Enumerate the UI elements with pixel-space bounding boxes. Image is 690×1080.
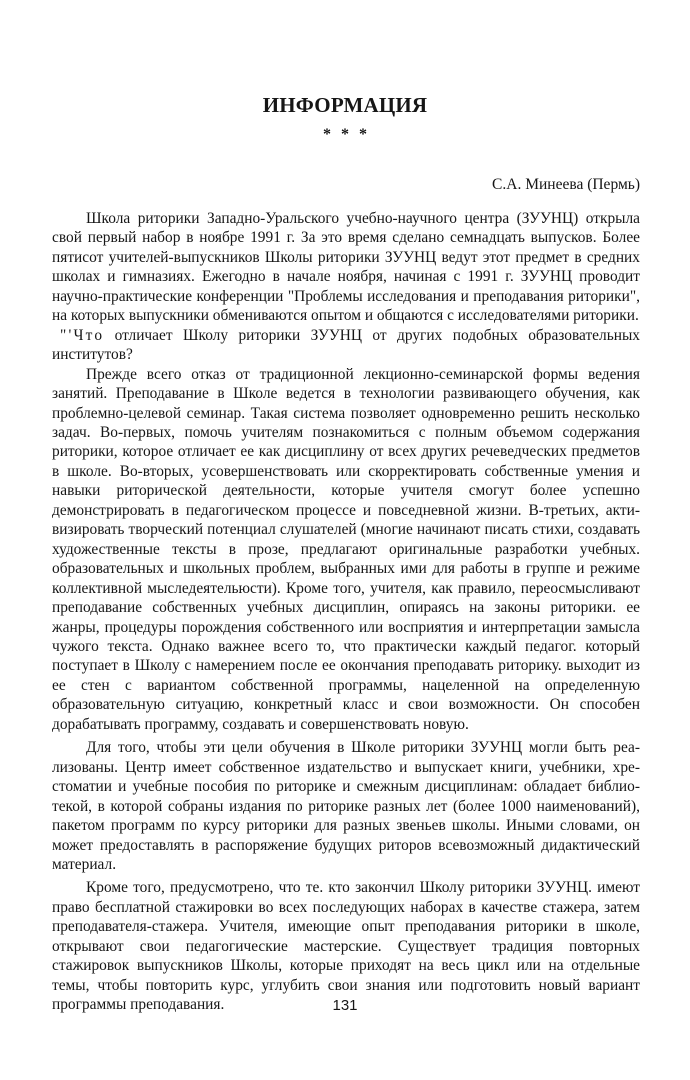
- paragraph-intro: Школа риторики Западно-Уральского учебно-научного центра (ЗУУНЦ) открыла свой первый набор в ноябре 1991 г. За это время сделано семнадцать выпусков. Более пятисот учителей-выпускников Школы риторики ЗУУНЦ ведут этот предмет в средних школах и гимназиях. Ежегодно в начале ноября, начиная с 1991 г. ЗУУНЦ проводит научно-практические конференции "Проблемы исследования и преподавания риторики", на которых выпускники обмениваются опытом и общаются с исследователями риторики.: [52, 210, 640, 325]
- question-paragraph: [52, 326, 640, 365]
- page-title: ИНФОРМАЦИЯ: [262, 93, 428, 117]
- article-body: [52, 209, 640, 1015]
- paragraph-internship: Кроме того, предусмотрено, что те. кто закончил Школу риторики ЗУУНЦ. имеют право бесплатной стажировки во всех последующих наборах в качестве стажера, затем преподавателя-стажера. Учителя, имеющие опыт преподавания риторики в школе, открывают свои педагогические мастерские. Существует традиция повторных стажировок выпускников Школы, которые приходят на весь цикл или на отдельные темы, чтобы повторить курс, углубить свои знания или подготовить новый вариант программы преподавания.: [52, 879, 640, 1014]
- paragraph-answer: Прежде всего отказ от традиционной лекционно-семинарской формы ведения занятий. Преподавание в Школе ведется в технологии развивающего обучения, как проблемно-целевой семинар. Такая система позволяет одновременно решить несколько задач. Во-первых, помочь учителям познакомиться с полным объемом содержания риторики, которое отличает ее как дисциплину от всех других речеведческих предметов в школе. Во-вторых, усовершенствовать или скорректировать собственные умения и навыки риторической деятельности, которые учителя смогут более успешно демонстрировать в педагогическом процессе и повседневной жизни. В-третьих, активизировать творческий потенциал слушателей (многие начинают писать стихи, создавать художественные тексты в прозе, предлагают оригинальные разработки учебных. образовательных и школьных проблем, выбранных ими для работы в группе и режиме коллективной мыследеятельюсти). Кроме того, учителя, как правило, переосмысливают преподавание собственных учебных дисциплин, опираясь на законы риторики. ее жанры, процедуры порождения собственного или восприятия и интерпретации замысла чужого текста. Однако важнее всего то, что практически каждый педагог. который поступает в Школу с намерением после ее окончания преподавать риторику. выходит из ее стен с вариантом собственной программы, нацеленной на определенную образовательную ситуацию, конкретный класс и свои возможности. Он способен дорабатывать программу, создавать и совершенствовать новую.: [52, 365, 640, 733]
- question-lead: "'Что: [60, 326, 105, 344]
- section-separator: * * *: [323, 126, 367, 143]
- page-number: 131: [332, 997, 358, 1014]
- author-byline: С.А. Минеева (Пермь): [492, 176, 640, 193]
- question-text: отличает Школу риторики ЗУУНЦ от других подобных образовательных институтов?: [52, 326, 640, 364]
- paragraph-resources: Для того, чтобы эти цели обучения в Школе риторики ЗУУНЦ могли быть реализованы. Центр имеет собственное издательство и выпускает книги, учебники, хрестоматии и учебные пособия по риторике и смежным дисциплинам: обладает библиотекой, в которой собраны издания по риторике разных лет (более 1000 наименований), пакетом программ по курсу риторики для разных звеньев школы. Иными словами, он может предоставлять в распоряжение будущих риторов всевозможный дидактический материал.: [52, 739, 640, 873]
